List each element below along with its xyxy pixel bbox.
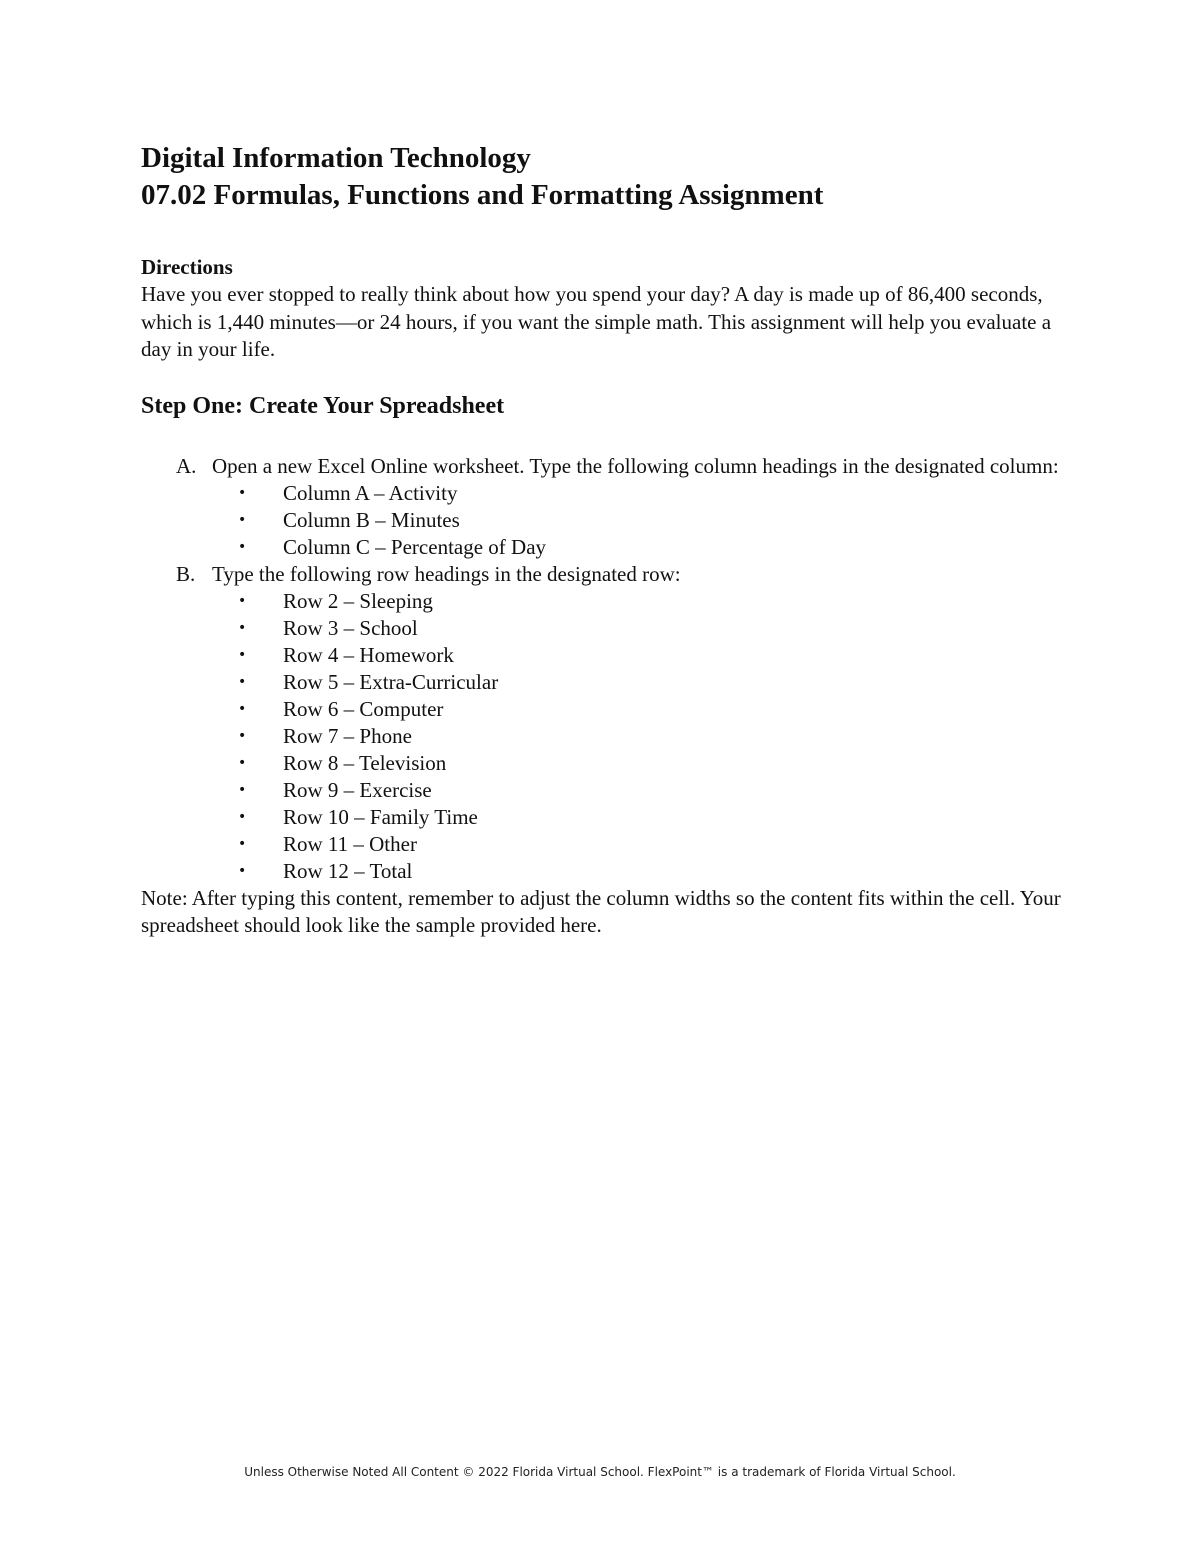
bullet-icon: • — [238, 700, 247, 717]
directions-heading: Directions — [141, 255, 233, 279]
list-item — [212, 588, 1071, 615]
list-item — [212, 858, 1071, 885]
list-item-text: Row 8 – Television — [283, 750, 447, 775]
bullet-icon: • — [238, 592, 247, 609]
list-item-text: Row 6 – Computer — [283, 696, 444, 721]
list-item — [212, 534, 1071, 561]
list-item — [212, 804, 1071, 831]
list-item — [212, 480, 1071, 507]
step-text: Type the following row headings in the designated row: — [212, 561, 681, 586]
bullet-icon: • — [238, 754, 247, 771]
list-item — [212, 777, 1071, 804]
document-page — [141, 140, 1071, 940]
bullet-icon: • — [238, 673, 247, 690]
list-item-text: Row 9 – Exercise — [283, 777, 432, 802]
list-item-text: Column A – Activity — [283, 480, 458, 505]
bullet-icon: • — [238, 511, 247, 528]
list-item — [212, 615, 1071, 642]
list-item-text: Row 11 – Other — [283, 831, 417, 856]
list-item — [212, 750, 1071, 777]
list-item-text: Row 4 – Homework — [283, 642, 454, 667]
step-marker: A. — [176, 453, 197, 478]
document-title — [141, 140, 1071, 214]
list-item-text: Row 5 – Extra-Curricular — [283, 669, 499, 694]
title-line-course: Digital Information Technology — [141, 142, 531, 174]
bullet-icon: • — [238, 781, 247, 798]
bullet-icon: • — [238, 484, 247, 501]
bullet-icon: • — [238, 808, 247, 825]
list-item — [212, 723, 1071, 750]
list-item — [212, 669, 1071, 696]
step-marker: B. — [176, 561, 196, 586]
list-item-text: Column B – Minutes — [283, 507, 460, 532]
step-one-heading: Step One: Create Your Spreadsheet — [141, 392, 505, 419]
list-item-text: Row 7 – Phone — [283, 723, 412, 748]
step-text: Open a new Excel Online worksheet. Type the following column headings in the designated column: — [212, 453, 1059, 478]
list-item-text: Column C – Percentage of Day — [283, 534, 547, 559]
copyright-footer: Unless Otherwise Noted All Content © 2022 Florida Virtual School. FlexPoint™ is a trademark of Florida Virtual School. — [244, 1465, 956, 1479]
step-list — [141, 453, 1071, 885]
list-item-text: Row 12 – Total — [283, 858, 413, 883]
bullet-icon: • — [238, 862, 247, 879]
list-item-text: Row 2 – Sleeping — [283, 588, 433, 613]
directions-paragraph: Have you ever stopped to really think about how you spend your day? A day is made up of 86,400 seconds, which is 1,440 minutes—or 24 hours, if you want the simple math. This assignment will help you evaluate a day in your life. — [141, 282, 1052, 361]
list-item — [212, 642, 1071, 669]
step-item-a — [141, 453, 1071, 561]
list-item-text: Row 3 – School — [283, 615, 418, 640]
bullet-icon: • — [238, 727, 247, 744]
column-headings-list — [212, 480, 1071, 561]
step-item-b — [141, 561, 1071, 885]
list-item — [212, 507, 1071, 534]
bullet-icon: • — [238, 835, 247, 852]
title-line-assignment: 07.02 Formulas, Functions and Formatting Assignment — [141, 179, 824, 211]
note-paragraph: Note: After typing this content, remember to adjust the column widths so the content fits within the cell. Your spreadsheet should look like the sample provided here. — [141, 885, 1061, 937]
list-item — [212, 696, 1071, 723]
bullet-icon: • — [238, 619, 247, 636]
list-item-text: Row 10 – Family Time — [283, 804, 478, 829]
list-item — [212, 831, 1071, 858]
row-headings-list — [212, 588, 1071, 885]
bullet-icon: • — [238, 538, 247, 555]
bullet-icon: • — [238, 646, 247, 663]
